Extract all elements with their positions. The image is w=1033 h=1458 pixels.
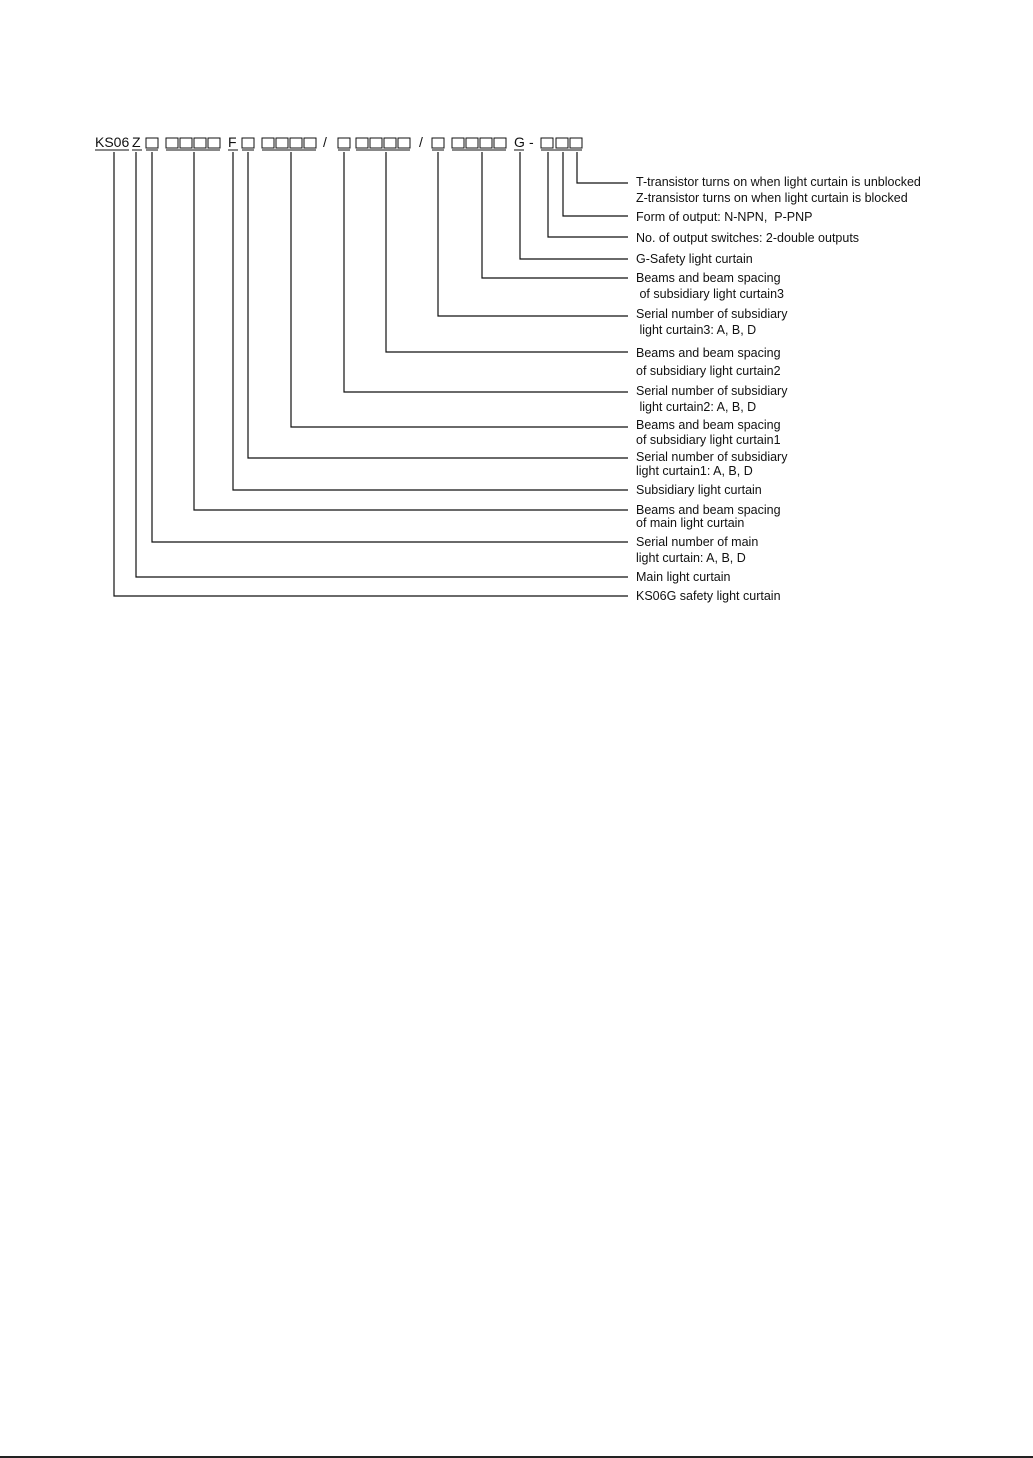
label-line: G-Safety light curtain (636, 252, 753, 266)
code-placeholder-box (276, 138, 288, 148)
code-placeholder-box (180, 138, 192, 148)
label-line: of subsidiary light curtain2 (636, 364, 781, 378)
label-line: Serial number of subsidiary (636, 307, 788, 321)
leader-lines (114, 152, 628, 596)
leader-line (114, 152, 628, 596)
label-list (636, 175, 921, 603)
leader-line (520, 152, 628, 259)
code-placeholder-box (570, 138, 582, 148)
label-line: Main light curtain (636, 570, 731, 584)
label-line: KS06G safety light curtain (636, 589, 781, 603)
label-line: T-transistor turns on when light curtain is unblocked (636, 175, 921, 189)
leader-line (152, 152, 628, 542)
label-line: of subsidiary light curtain3 (636, 287, 784, 301)
label-line: of subsidiary light curtain1 (636, 433, 781, 447)
code-placeholder-box (541, 138, 553, 148)
code-placeholder-box (480, 138, 492, 148)
code-placeholder-box (146, 138, 158, 148)
code-placeholder-box (494, 138, 506, 148)
leader-line (136, 152, 628, 577)
label-line: light curtain1: A, B, D (636, 464, 753, 478)
label-line: of main light curtain (636, 516, 745, 530)
label-line: light curtain2: A, B, D (636, 400, 757, 414)
label-line: light curtain: A, B, D (636, 551, 746, 565)
code-segment: KS06 (95, 134, 130, 150)
leader-line (386, 152, 628, 352)
leader-line (577, 152, 628, 183)
code-placeholder-box (398, 138, 410, 148)
label-line: Beams and beam spacing (636, 418, 781, 432)
code-segment: F (228, 134, 237, 150)
label-line: Beams and beam spacing (636, 503, 781, 517)
code-segment: / (323, 134, 327, 150)
code-placeholder-box (384, 138, 396, 148)
leader-line (233, 152, 628, 490)
label-line: Form of output: N-NPN, P-PNP (636, 210, 813, 224)
code-placeholder-box (370, 138, 382, 148)
label-line: No. of output switches: 2-double outputs (636, 231, 860, 245)
label-line: Serial number of main (636, 535, 759, 549)
code-placeholder-box (556, 138, 568, 148)
code-placeholder-box (304, 138, 316, 148)
code-placeholder-box (432, 138, 444, 148)
leader-line (548, 152, 628, 237)
label-line: Serial number of subsidiary (636, 384, 788, 398)
code-segment: - (529, 134, 534, 150)
leader-line (563, 152, 628, 216)
code-placeholder-box (262, 138, 274, 148)
code-placeholder-box (290, 138, 302, 148)
code-placeholder-box (338, 138, 350, 148)
code-segment: Z (132, 134, 141, 150)
code-segment: G (514, 134, 525, 150)
code-placeholder-box (452, 138, 464, 148)
label-line: Beams and beam spacing (636, 271, 781, 285)
label-line: Subsidiary light curtain (636, 483, 762, 497)
leader-line (438, 152, 628, 316)
label-line: Serial number of subsidiary (636, 450, 788, 464)
code-placeholder-box (208, 138, 220, 148)
code-placeholder-box (166, 138, 178, 148)
label-line: Beams and beam spacing (636, 346, 781, 360)
label-line: light curtain3: A, B, D (636, 323, 757, 337)
code-placeholder-box (194, 138, 206, 148)
model-code (95, 134, 582, 150)
label-line: Z-transistor turns on when light curtain is blocked (636, 191, 908, 205)
code-placeholder-box (242, 138, 254, 148)
code-placeholder-box (356, 138, 368, 148)
code-segment: / (419, 134, 423, 150)
leader-line (291, 152, 628, 427)
code-placeholder-box (466, 138, 478, 148)
